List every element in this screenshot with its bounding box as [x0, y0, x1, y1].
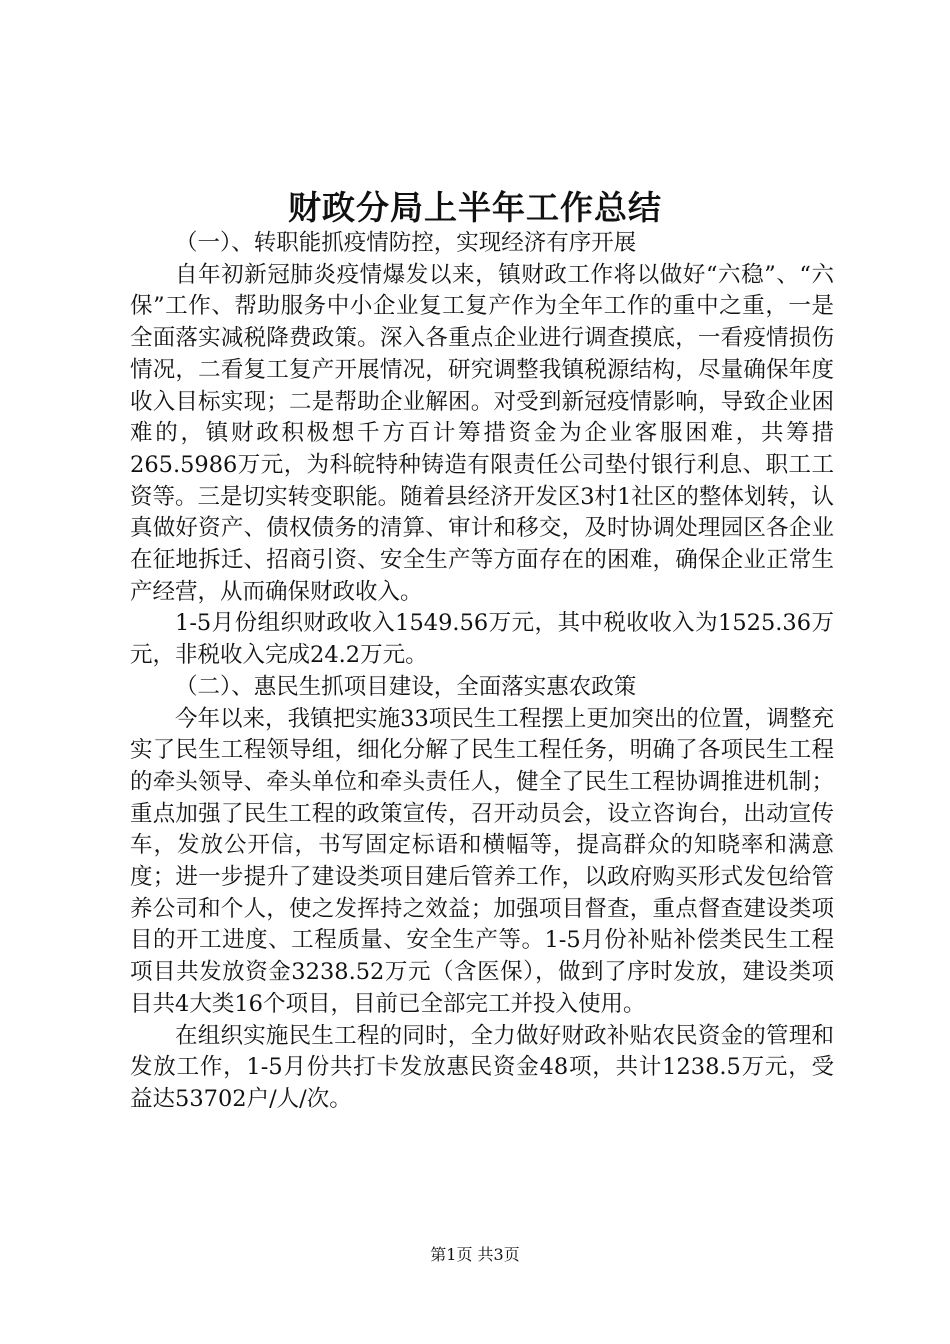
section-heading-1: （一）、转职能抓疫情防控，实现经济有序开展: [175, 230, 637, 256]
page-number-footer: 第1页 共3页: [430, 1245, 520, 1264]
body-paragraph: 1-5月份组织财政收入1549.56万元，其中税收收入为1525.36万元，非税收入完成24.2万元。: [130, 610, 834, 669]
body-paragraph: 今年以来，我镇把实施33项民生工程摆上更加突出的位置，调整充实了民生工程领导组，细化分解了民生工程任务，明确了各项民生工程的牵头领导、牵头单位和牵头责任人，健全了民生工程协调推进机制；重点加强了民生工程的政策宣传，召开动员会，设立咨询台，出动宣传车，发放公开信，书写固定标语和横幅等，提高群众的知晓率和满意度；进一步提升了建设类项目建后管养工作，以政府购买形式发包给管养公司和个人，使之发挥持之效益；加强项目督查，重点督查建设类项目的开工进度、工程质量、安全生产等。1-5月份补贴补偿类民生工程项目共发放资金3238.52万元（含医保），做到了序时发放，建设类项目共4大类16个项目，目前已全部完工并投入使用。: [130, 705, 834, 1017]
body-paragraph: 自年初新冠肺炎疫情爆发以来，镇财政工作将以做好“六稳”、“六保”工作、帮助服务中小企业复工复产作为全年工作的重中之重，一是全面落实减税降费政策。深入各重点企业进行调查摸底，一看疫情损伤情况，二看复工复产开展情况，研究调整我镇税源结构，尽量确保年度收入目标实现；二是帮助企业解困。对受到新冠疫情影响，导致企业困难的，镇财政积极想千方百计筹措资金为企业客服困难，共筹措265.5986万元，为科皖特种铸造有限责任公司垫付银行利息、职工工资等。三是切实转变职能。随着县经济开发区3村1社区的整体划转，认真做好资产、债权债务的清算、审计和移交，及时协调处理园区各企业在征地拆迁、招商引资、安全生产等方面存在的困难，确保企业正常生产经营，从而确保财政收入。: [130, 261, 834, 605]
section-heading-2: （二）、惠民生抓项目建设，全面落实惠农政策: [175, 673, 637, 700]
document-body: [130, 228, 834, 1116]
body-paragraph: 在组织实施民生工程的同时，全力做好财政补贴农民资金的管理和发放工作，1-5月份共打卡发放惠民资金48项，共计1238.5万元，受益达53702户/人/次。: [130, 1022, 834, 1112]
document-title: 财政分局上半年工作总结: [288, 188, 662, 227]
